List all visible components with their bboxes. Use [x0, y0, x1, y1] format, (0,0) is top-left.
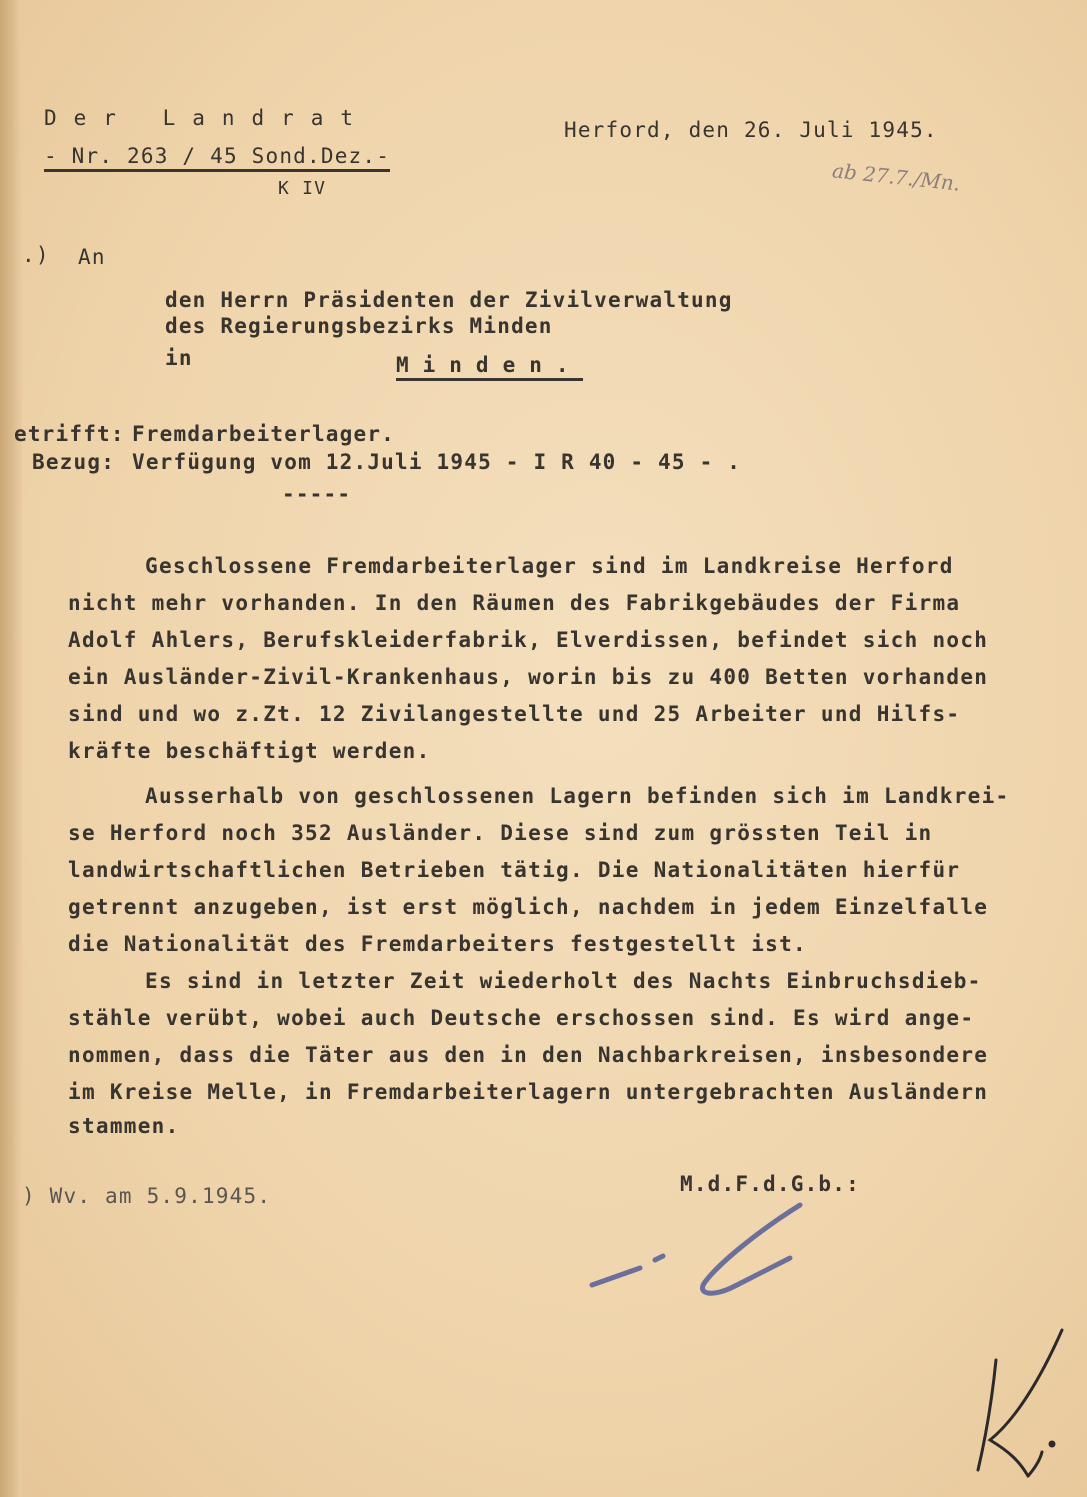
- body-p2-line-1: Ausserhalb von geschlossenen Lagern befinden sich im Landkrei-: [145, 784, 1010, 808]
- address-marker: .): [22, 243, 50, 267]
- address-to-label: An: [78, 245, 106, 269]
- body-p3-line-4: im Kreise Melle, in Fremdarbeiterlagern untergebrachten Ausländern: [68, 1080, 989, 1104]
- recipient-city: Minden.: [396, 353, 583, 377]
- body-p2-line-4: getrennt anzugeben, ist erst möglich, nachdem in jedem Einzelfalle: [68, 895, 989, 919]
- wiedervorlage-note: ) Wv. am 5.9.1945.: [22, 1184, 272, 1208]
- department-mark: K IV: [278, 178, 327, 199]
- betrifft-label: etrifft:: [14, 422, 125, 446]
- body-p1-line-3: Adolf Ahlers, Berufskleiderfabrik, Elverdissen, befindet sich noch: [68, 628, 989, 652]
- betrifft-text: Fremdarbeiterlager.: [132, 422, 396, 446]
- body-p1-line-2: nicht mehr vorhanden. In den Räumen des Fabrikgebäudes der Firma: [68, 591, 961, 615]
- body-p2-line-3: landwirtschaftlichen Betrieben tätig. Die Nationalitäten hierfür: [68, 858, 961, 882]
- reference-number: - Nr. 263 / 45 Sond.Dez.-: [44, 144, 390, 168]
- handwritten-receipt-note: ab 27.7./Mn.: [831, 158, 962, 196]
- body-p1-line-5: sind und wo z.Zt. 12 Zivilangestellte und 25 Arbeiter und Hilfs-: [68, 702, 961, 726]
- body-p1-line-6: kräfte beschäftigt werden.: [68, 739, 431, 763]
- body-p3-line-1: Es sind in letzter Zeit wiederholt des Nachts Einbruchsdieb-: [145, 969, 982, 993]
- recipient-line-2: des Regierungsbezirks Minden: [165, 314, 553, 338]
- signoff-abbreviation: M.d.F.d.G.b.:: [680, 1172, 860, 1196]
- address-in-label: in: [165, 346, 193, 370]
- body-p2-line-5: die Nationalität des Fremdarbeiters festgestellt ist.: [68, 932, 807, 956]
- ink-initial-signature: [978, 1330, 1062, 1476]
- body-p2-line-2: se Herford noch 352 Ausländer. Diese sind zum grössten Teil in: [68, 821, 933, 845]
- body-p1-line-1: Geschlossene Fremdarbeiterlager sind im Landkreise Herford: [145, 554, 954, 578]
- body-p3-line-3: nommen, dass die Täter aus den in den Nachbarkreisen, insbesondere: [68, 1043, 989, 1067]
- subject-divider: -----: [282, 482, 352, 506]
- place-date: Herford, den 26. Juli 1945.: [564, 118, 938, 142]
- body-p3-line-2: stähle verübt, wobei auch Deutsche erschossen sind. Es wird ange-: [68, 1006, 975, 1030]
- bezug-text: Verfügung vom 12.Juli 1945 - I R 40 - 45 - .: [132, 450, 742, 474]
- recipient-line-1: den Herrn Präsidenten der Zivilverwaltung: [165, 288, 733, 312]
- authority-heading: Der Landrat: [44, 106, 371, 130]
- bezug-label: Bezug:: [32, 450, 116, 474]
- body-p1-line-4: ein Ausländer-Zivil-Krankenhaus, worin bis zu 400 Betten vorhanden: [68, 665, 989, 689]
- body-p3-line-5: stammen.: [68, 1114, 180, 1138]
- pencil-signature: [592, 1205, 800, 1293]
